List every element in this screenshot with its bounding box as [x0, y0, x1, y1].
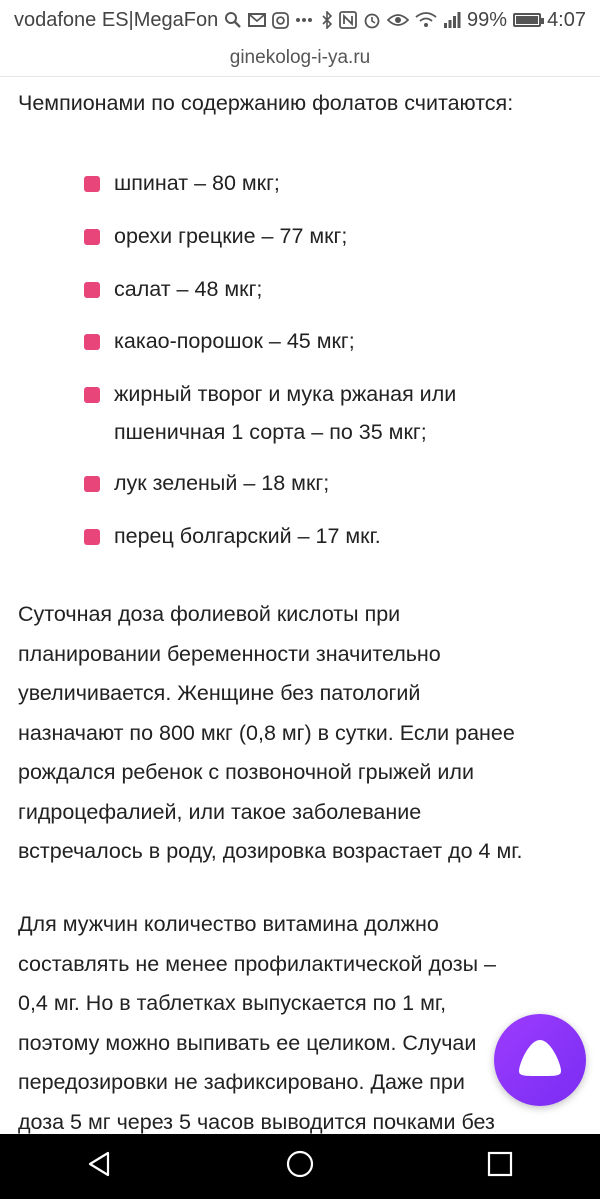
recents-button[interactable]: [470, 1137, 530, 1197]
battery-icon: [513, 13, 541, 27]
list-item-text: лук зеленый – 18 мкг;: [114, 471, 330, 495]
list-item-text-cont: пшеничная 1 сорта – по 35 мкг;: [114, 420, 427, 444]
clock: 4:07: [547, 8, 586, 31]
list-item-text: орехи грецкие – 77 мкг;: [114, 224, 348, 248]
bullet-icon: [84, 229, 100, 245]
list-item-text: перец болгарский – 17 мкг.: [114, 524, 381, 548]
url-bar[interactable]: [0, 40, 600, 77]
back-icon: [86, 1150, 114, 1183]
battery-fill: [516, 16, 538, 24]
list-item: [84, 375, 584, 451]
url-text[interactable]: ginekolog-i-ya.ru: [229, 47, 371, 68]
list-item: [84, 217, 584, 255]
paragraph-line: Для мужчин количество витамина должно: [18, 912, 439, 936]
carrier-label: vodafone ES|MegaFon: [14, 8, 219, 31]
bullet-icon: [84, 282, 100, 298]
bullet-icon: [84, 176, 100, 192]
back-button[interactable]: [70, 1137, 130, 1197]
list-item: [84, 464, 584, 502]
bullet-icon: [84, 387, 100, 403]
paragraph-line: увеличивается. Женщине без патологий: [18, 681, 421, 705]
navigation-bar: [0, 1134, 600, 1199]
list-item: [84, 322, 584, 360]
bullet-icon: [84, 334, 100, 350]
men-paragraph: [18, 905, 582, 1134]
bluetooth-icon: [321, 11, 333, 29]
home-button[interactable]: [270, 1137, 330, 1197]
signal-icon: [443, 12, 461, 28]
wifi-icon: [415, 12, 437, 28]
dosage-paragraph: [18, 595, 582, 872]
paragraph-line: доза 5 мг через 5 часов выводится почками без: [18, 1109, 495, 1134]
alice-assistant-button[interactable]: [494, 1014, 586, 1106]
recents-icon: [487, 1151, 513, 1182]
alice-assistant-icon: [517, 1038, 563, 1083]
list-item-text: салат – 48 мкг;: [114, 277, 263, 301]
intro-paragraph: Чемпионами по содержанию фолатов считаются:: [18, 91, 514, 115]
status-bar: [0, 0, 600, 40]
paragraph-line: 0,4 мг. Но в таблетках выпускается по 1 мг,: [18, 991, 447, 1015]
list-item-text: жирный творог и мука ржаная или: [114, 382, 457, 406]
status-bar-right: [321, 9, 586, 32]
list-item-text: какао-порошок – 45 мкг;: [114, 329, 355, 353]
eye-icon: [387, 13, 409, 27]
paragraph-line: гидроцефалией, или такое заболевание: [18, 799, 422, 824]
instagram-icon: [272, 12, 289, 29]
battery-percent: 99%: [467, 8, 508, 31]
bullet-icon: [84, 476, 100, 492]
paragraph-line: рождался ребенок с позвоночной грыжей или: [18, 760, 474, 784]
alarm-icon: [363, 11, 381, 29]
paragraph-line: Суточная доза фолиевой кислоты при: [18, 602, 401, 626]
bullet-icon: [84, 529, 100, 545]
status-bar-left: [14, 9, 313, 32]
more-icon: [295, 17, 313, 23]
paragraph-line: встречалось в роду, дозировка возрастает до 4 мг.: [18, 839, 523, 863]
list-item: [84, 270, 584, 308]
list-item-text: шпинат – 80 мкг;: [114, 171, 280, 195]
list-item: [84, 164, 584, 202]
paragraph-line: планировании беременности значительно: [18, 641, 441, 666]
home-icon: [285, 1149, 315, 1184]
paragraph-line: назначают по 800 мкг (0,8 мг) в сутки. Если ранее: [18, 720, 515, 745]
search-icon: [224, 11, 242, 29]
paragraph-line: передозировки не зафиксировано. Даже при: [18, 1070, 465, 1094]
article-content[interactable]: [0, 76, 600, 1134]
mail-icon: [248, 12, 266, 28]
list-item: [84, 517, 584, 555]
paragraph-line: составлять не менее профилактической дозы –: [18, 951, 496, 976]
paragraph-line: поэтому можно выпивать ее целиком. Случаи: [18, 1030, 477, 1055]
nfc-icon: [339, 11, 357, 29]
